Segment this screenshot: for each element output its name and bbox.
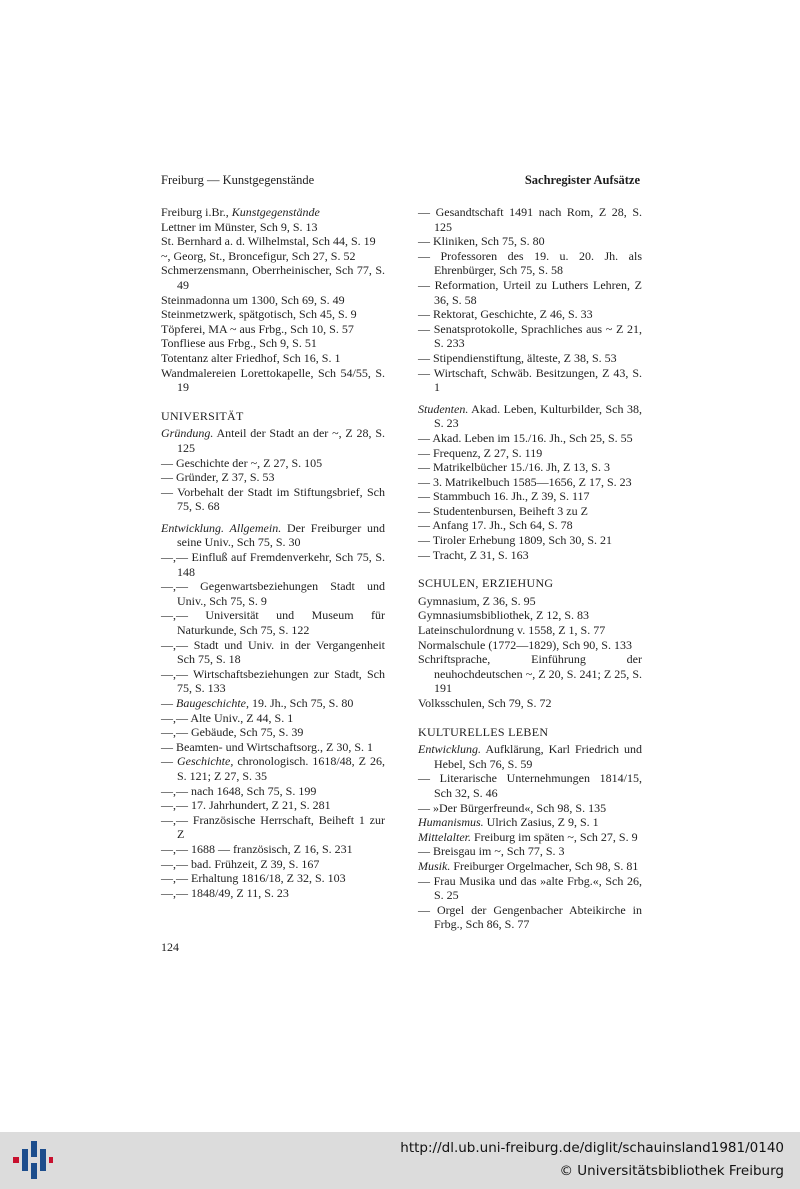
index-entry: Lateinschulordnung v. 1558, Z 1, S. 77 xyxy=(418,623,606,638)
index-entry: — Gesandtschaft 1491 nach Rom, Z 28, S. 125 xyxy=(418,205,642,234)
index-entry: — Reformation, Urteil zu Luthers Lehren, Z 36, S. 58 xyxy=(418,277,642,307)
index-entry: —,— 1848/49, Z 11, S. 23 xyxy=(161,885,289,900)
page-number: 124 xyxy=(161,940,179,954)
index-entry: — »Der Bürgerfreund«, Sch 98, S. 135 xyxy=(418,800,607,815)
index-entry: — Gründer, Z 37, S. 53 xyxy=(161,470,275,485)
index-entry: Totentanz alter Friedhof, Sch 16, S. 1 xyxy=(161,350,341,365)
geschichte-list xyxy=(161,784,385,901)
index-entry: — Studentenbursen, Beiheft 3 zu Z xyxy=(418,503,588,518)
entwicklung-list xyxy=(161,550,385,696)
index-entry: — Breisgau im ~, Sch 77, S. 3 xyxy=(418,844,565,859)
index-entry: — Anfang 17. Jh., Sch 64, S. 78 xyxy=(418,518,573,533)
index-entry: — Frequenz, Z 27, S. 119 xyxy=(418,445,543,460)
musik-list xyxy=(418,874,642,932)
index-entry: — Professoren des 19. u. 20. Jh. als Ehrenbürger, Sch 75, S. 58 xyxy=(418,248,642,278)
viewer-footer-bar xyxy=(0,1132,800,1189)
index-entry: — Wirtschaft, Schwäb. Besitzungen, Z 43, S. 1 xyxy=(418,365,642,395)
index-entry: Gymnasiumsbibliothek, Z 12, S. 83 xyxy=(418,608,589,623)
index-entry: Tonfliese aus Frbg., Sch 9, S. 51 xyxy=(161,336,317,351)
index-entry: —,— Wirtschaftsbeziehungen zur Stadt, Sch 75, S. 133 xyxy=(161,666,385,696)
ub-freiburg-logo-icon xyxy=(10,1138,54,1182)
section-title-kunstgegenstaende: Freiburg i.Br., Kunstgegenstände xyxy=(161,205,320,219)
index-entry: — 3. Matrikelbuch 1585—1656, Z 17, S. 23 xyxy=(418,474,632,489)
gruendung-list xyxy=(161,456,385,514)
univ-more-list xyxy=(418,205,642,395)
index-entry: ~, Georg, St., Broncefigur, Sch 27, S. 52 xyxy=(161,248,356,263)
index-entry: —,— Stadt und Univ. in der Vergangenheit Sch 75, S. 18 xyxy=(161,637,385,667)
index-entry: —,— Alte Univ., Z 44, S. 1 xyxy=(161,710,294,725)
index-entry: Wandmalereien Lorettokapelle, Sch 54/55, S. 19 xyxy=(161,365,385,395)
index-entry: — Kliniken, Sch 75, S. 80 xyxy=(418,234,545,249)
index-entry: Gymnasium, Z 36, S. 95 xyxy=(418,593,536,608)
index-entry: — Rektorat, Geschichte, Z 46, S. 33 xyxy=(418,307,593,322)
bau-list xyxy=(161,711,385,755)
kultur-list xyxy=(418,771,642,815)
index-entry-mittelalter: Mittelalter. Freiburg im späten ~, Sch 27, S. 9 xyxy=(418,829,638,844)
index-entry: — Beamten- und Wirtschaftsorg., Z 30, S. 1 xyxy=(161,739,374,754)
index-entry: — Stammbuch 16. Jh., Z 39, S. 117 xyxy=(418,489,590,504)
index-entry: — Orgel der Gengenbacher Abteikirche in Frbg., Sch 86, S. 77 xyxy=(418,902,642,932)
index-entry: — Literarische Unternehmungen 1814/15, Sch 32, S. 46 xyxy=(418,771,642,800)
index-entry: Töpferei, MA ~ aus Frbg., Sch 10, S. 57 xyxy=(161,321,354,336)
index-entry: — Akad. Leben im 15./16. Jh., Sch 25, S. 55 xyxy=(418,430,633,445)
index-entry: —,— Erhaltung 1816/18, Z 32, S. 103 xyxy=(161,871,346,886)
index-entry: —,— 17. Jahrhundert, Z 21, S. 281 xyxy=(161,798,331,813)
left-column xyxy=(161,205,385,900)
right-column xyxy=(418,205,642,932)
index-entry: —,— Gebäude, Sch 75, S. 39 xyxy=(161,725,304,740)
index-entry: Schmerzensmann, Oberrheinischer, Sch 77, S. 49 xyxy=(161,263,385,292)
index-entry: —,— nach 1648, Sch 75, S. 199 xyxy=(161,783,317,798)
section-heading-schulen: SCHULEN, ERZIEHUNG xyxy=(418,576,554,591)
index-entry: —,— Universität und Museum für Naturkunde, Sch 75, S. 122 xyxy=(161,608,385,638)
index-entry: Volksschulen, Sch 79, S. 72 xyxy=(418,696,552,710)
index-entry: — Frau Musika und das »alte Frbg.«, Sch 26, S. 25 xyxy=(418,873,642,903)
index-entry: — Matrikelbücher 15./16. Jh, Z 13, S. 3 xyxy=(418,460,610,475)
index-entry: — Geschichte der ~, Z 27, S. 105 xyxy=(161,455,323,470)
index-entry-gruendung: Gründung. Anteil der Stadt an der ~, Z 28, S. 125 xyxy=(161,426,385,455)
section-heading-universitaet: UNIVERSITÄT xyxy=(161,408,244,423)
index-entry: St. Bernhard a. d. Wilhelmstal, Sch 44, S. 19 xyxy=(161,234,376,249)
index-entry: Steinmadonna um 1300, Sch 69, S. 49 xyxy=(161,292,345,307)
index-entry-humanismus: Humanismus. Ulrich Zasius, Z 9, S. 1 xyxy=(418,815,599,830)
index-entry-musik: Musik. Freiburger Orgelmacher, Sch 98, S. 81 xyxy=(418,858,639,873)
index-entry: — Vorbehalt der Stadt im Stiftungsbrief, Sch 75, S. 68 xyxy=(161,484,385,514)
schulen-list xyxy=(418,594,642,711)
footer-permalink[interactable]: http://dl.ub.uni-freiburg.de/diglit/schauinsland1981/0140 xyxy=(400,1140,784,1156)
index-entry: — Senatsprotokolle, Sprachliches aus ~ Z 21, S. 233 xyxy=(418,321,642,351)
index-entry: Lettner im Münster, Sch 9, S. 13 xyxy=(161,219,318,234)
index-entry: —,— bad. Frühzeit, Z 39, S. 167 xyxy=(161,856,320,871)
studenten-list xyxy=(418,431,642,562)
index-entry-entwicklung-kultur: Entwicklung. Aufklärung, Karl Friedrich und Hebel, Sch 76, S. 59 xyxy=(418,742,642,771)
index-entry: — Tracht, Z 31, S. 163 xyxy=(418,547,529,562)
index-entry: Steinmetzwerk, spätgotisch, Sch 45, S. 9 xyxy=(161,307,357,322)
index-entry-studenten: Studenten. Akad. Leben, Kulturbilder, Sch 38, S. 23 xyxy=(418,401,642,431)
index-entry: —,— 1688 — französisch, Z 16, S. 231 xyxy=(161,841,353,856)
index-entry: —,— Einfluß auf Fremdenverkehr, Sch 75, S. 148 xyxy=(161,550,385,579)
index-entry: —,— Gegenwartsbeziehungen Stadt und Univ., Sch 75, S. 9 xyxy=(161,579,385,608)
index-entry: Normalschule (1772—1829), Sch 90, S. 133 xyxy=(418,637,632,652)
running-header-right: Sachregister Aufsätze xyxy=(524,173,640,187)
index-entry-entwicklung: Entwicklung. Allgemein. Der Freiburger und seine Univ., Sch 75, S. 30 xyxy=(161,520,386,550)
index-entry: — Tiroler Erhebung 1809, Sch 30, S. 21 xyxy=(418,533,613,548)
index-entry-baugeschichte: — Baugeschichte, 19. Jh., Sch 75, S. 80 xyxy=(161,696,354,710)
running-header-left: Freiburg — Kunstgegenstände xyxy=(161,173,315,187)
index-entry: — Stipendienstiftung, älteste, Z 38, S. 53 xyxy=(418,350,617,365)
index-entry: Schriftsprache, Einführung der neuhochdeutschen ~, Z 20, S. 241; Z 25, S. 191 xyxy=(418,652,642,696)
kunst-list xyxy=(161,220,385,395)
index-entry: —,— Französische Herrschaft, Beiheft 1 zur Z xyxy=(161,812,385,842)
index-entry-geschichte: — Geschichte, chronologisch. 1618/48, Z 26, S. 121; Z 27, S. 35 xyxy=(161,754,386,783)
section-heading-kultur: KULTURELLES LEBEN xyxy=(418,724,549,739)
mittelalter-list xyxy=(418,844,642,859)
footer-copyright: © Universitätsbibliothek Freiburg xyxy=(559,1163,784,1179)
